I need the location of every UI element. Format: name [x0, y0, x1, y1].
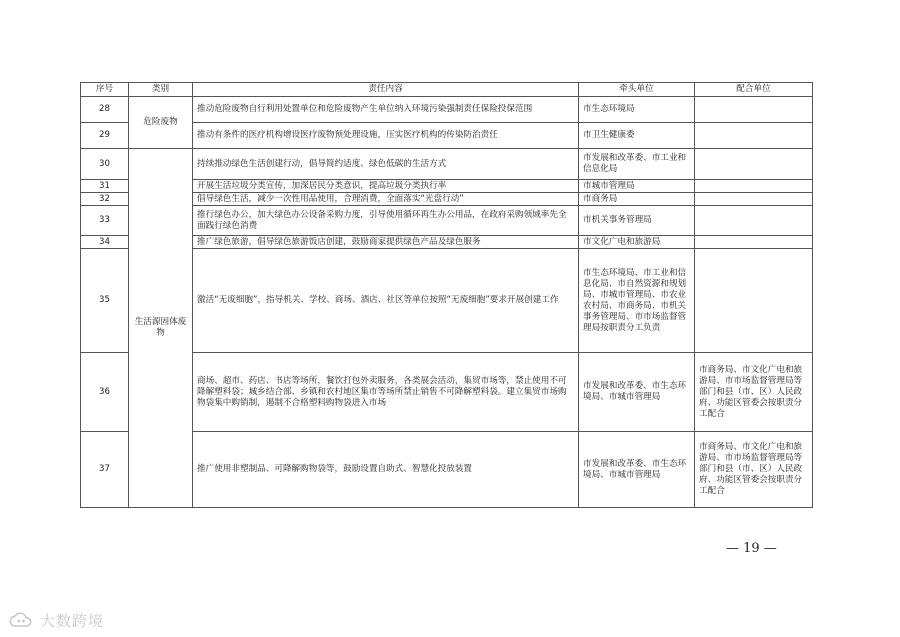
table-header-row [81, 83, 813, 97]
row-coop-unit [695, 249, 813, 353]
row-coop-unit [695, 180, 813, 193]
watermark-text: 大数跨境 [40, 612, 105, 630]
header-lead-unit: 牵头单位 [579, 83, 695, 97]
row-lead-unit: 市商务局 [579, 193, 695, 206]
header-coop-unit: 配合单位 [695, 83, 813, 97]
page-number: — 19 — [726, 541, 777, 556]
row-number: 33 [81, 206, 129, 236]
row-number: 31 [81, 180, 129, 193]
row-lead-unit: 市机关事务管理局 [579, 206, 695, 236]
row-number: 28 [81, 97, 129, 123]
row-number: 32 [81, 193, 129, 206]
row-lead-unit: 市城市管理局 [579, 180, 695, 193]
row-lead-unit: 市生态环境局、市工业和信息化局、市自然资源和规划局、市城市管理局、市农业农村局、市商务局、市机关事务管理局、市市场监督管理局按职责分工负责 [579, 249, 695, 353]
responsibility-table [80, 82, 813, 508]
header-content: 责任内容 [193, 83, 579, 97]
row-content: 推行绿色办公，加大绿色办公设备采购力度，引导使用循环再生办公用品，在政府采购领域率先全面践行绿色消费 [193, 206, 579, 236]
category-cell: 危险废物 [129, 97, 193, 149]
row-number: 35 [81, 249, 129, 353]
row-content: 持续推动绿色生活创建行动，倡导简约适度、绿色低碳的生活方式 [193, 149, 579, 180]
category-cell: 生活源固体废物 [129, 149, 193, 508]
row-coop-unit [695, 149, 813, 180]
row-content: 商场、超市、药店、书店等场所，餐饮打包外卖服务，各类展会活动，集贸市场等，禁止使用不可降解塑料袋；城乡结合部、乡镇和农村地区集市等场所禁止销售不可降解塑料袋。建立集贸市场购物袋集中购销制，遏制不合格塑料购物袋进入市场 [193, 353, 579, 432]
table-row [81, 97, 813, 123]
row-number: 37 [81, 432, 129, 508]
row-coop-unit: 市商务局、市文化广电和旅游局、市市场监督管理局等部门和县（市、区）人民政府、功能区管委会按职责分工配合 [695, 432, 813, 508]
watermark [8, 610, 104, 631]
row-number: 30 [81, 149, 129, 180]
row-number: 34 [81, 236, 129, 249]
row-number: 29 [81, 123, 129, 149]
row-lead-unit: 市卫生健康委 [579, 123, 695, 149]
row-content: 推广绿色旅游，倡导绿色旅游饭店创建，鼓励商家提供绿色产品及绿色服务 [193, 236, 579, 249]
row-content: 开展生活垃圾分类宣传，加深居民分类意识，提高垃圾分类执行率 [193, 180, 579, 193]
row-coop-unit [695, 206, 813, 236]
cloud-logo-icon [8, 611, 34, 631]
row-lead-unit: 市生态环境局 [579, 97, 695, 123]
row-lead-unit: 市发展和改革委、市生态环境局、市城市管理局 [579, 353, 695, 432]
row-coop-unit [695, 97, 813, 123]
row-coop-unit [695, 193, 813, 206]
row-coop-unit: 市商务局、市文化广电和旅游局、市市场监督管理局等部门和县（市、区）人民政府、功能区管委会按职责分工配合 [695, 353, 813, 432]
row-content: 推动危险废物自行利用处置单位和危险废物产生单位纳入环境污染强制责任保险投保范围 [193, 97, 579, 123]
header-number: 序号 [81, 83, 129, 97]
header-category: 类别 [129, 83, 193, 97]
row-content: 激活“无废细胞”，指导机关、学校、商场、酒店、社区等单位按照“无废细胞”要求开展创建工作 [193, 249, 579, 353]
row-coop-unit [695, 123, 813, 149]
row-lead-unit: 市发展和改革委、市工业和信息化局 [579, 149, 695, 180]
row-lead-unit: 市发展和改革委、市生态环境局、市城市管理局 [579, 432, 695, 508]
row-coop-unit [695, 236, 813, 249]
row-content: 推动有条件的医疗机构增设医疗废物预处理设施，压实医疗机构的传染防治责任 [193, 123, 579, 149]
row-content: 倡导绿色生活，减少一次性用品使用，合理消费，全面落实“光盘行动” [193, 193, 579, 206]
table-row [81, 149, 813, 180]
row-lead-unit: 市文化广电和旅游局 [579, 236, 695, 249]
row-content: 推广使用非塑制品、可降解购物袋等，鼓励设置自助式、智慧化投放装置 [193, 432, 579, 508]
row-number: 36 [81, 353, 129, 432]
